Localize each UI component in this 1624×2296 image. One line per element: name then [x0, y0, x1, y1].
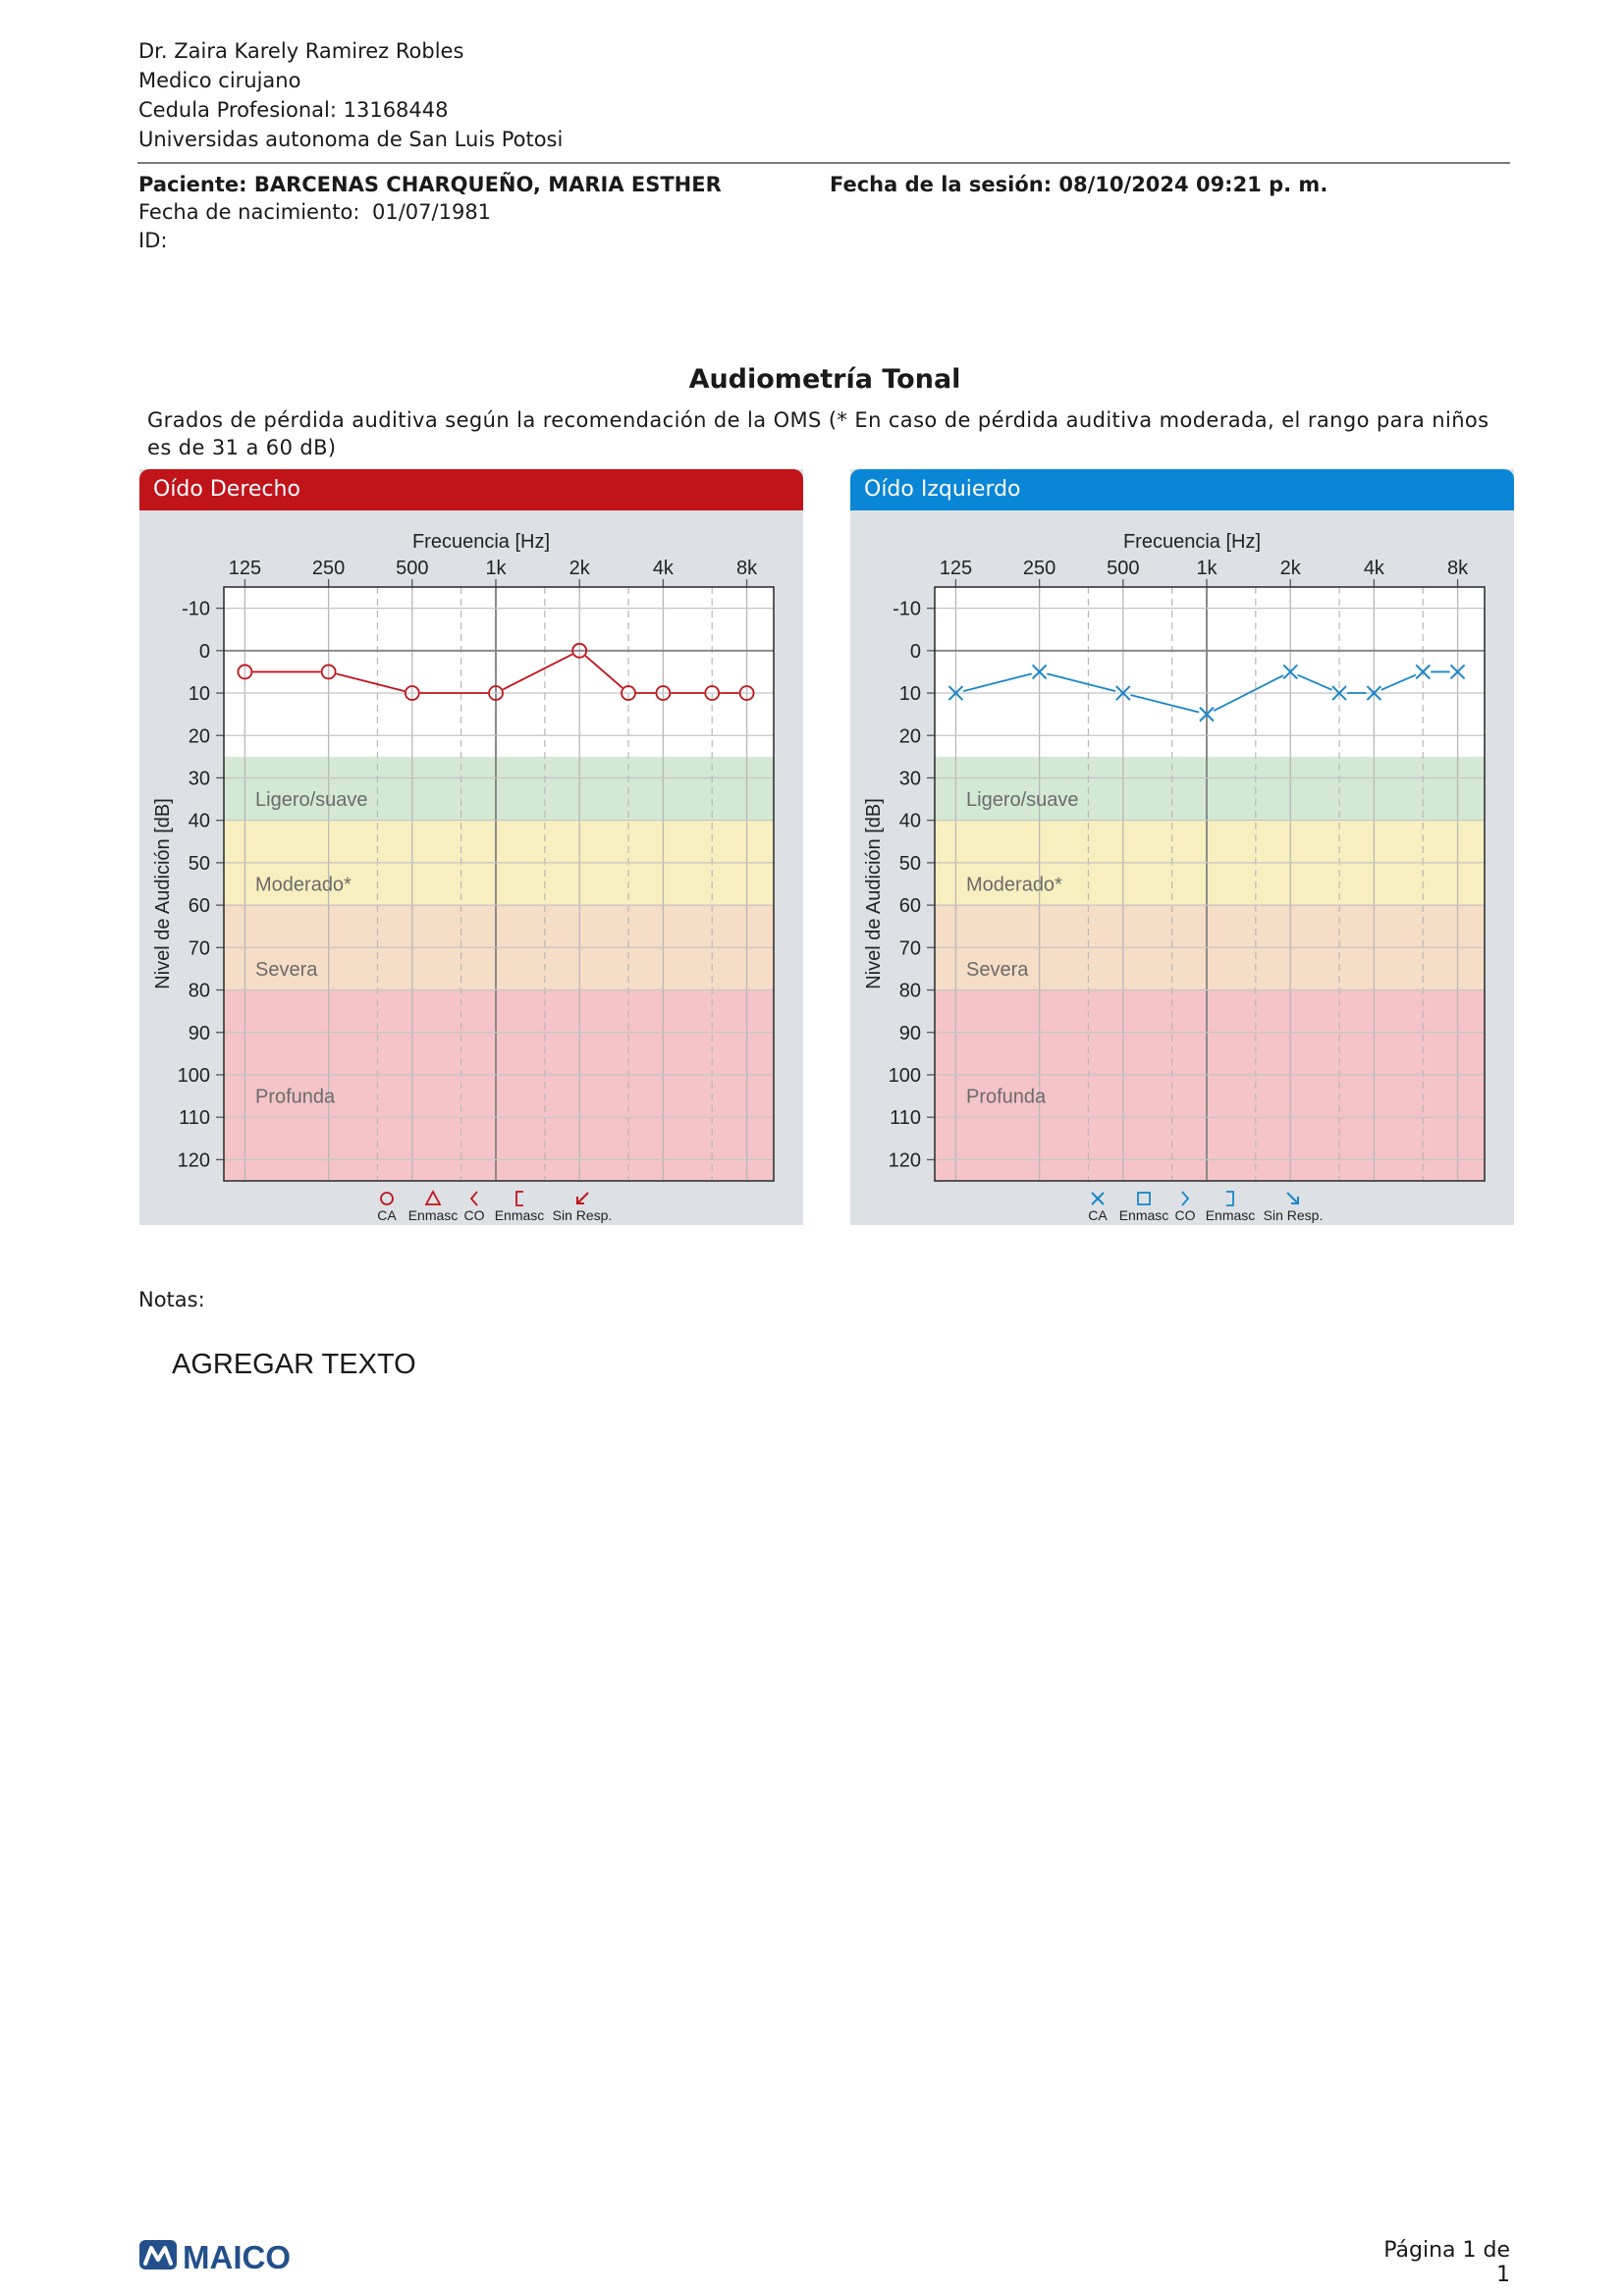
y-tick-label: 70 [898, 937, 921, 960]
y-tick-label: 30 [188, 768, 210, 790]
legend-label-3: Enmasc [1205, 1207, 1256, 1223]
dob-label: Fecha de nacimiento: [138, 200, 360, 224]
x-tick-label: 125 [939, 558, 973, 579]
y-tick-label: -10 [893, 598, 921, 620]
x-tick-label: 125 [228, 558, 262, 579]
dob-value: 01/07/1981 [372, 200, 492, 224]
doctor-title: Medico cirujano [138, 69, 301, 92]
x-tick-label: 8k [1447, 558, 1469, 579]
x-tick-label: 4k [1363, 558, 1384, 579]
legend-label-2: CO [1174, 1207, 1196, 1223]
y-tick-label: 40 [188, 810, 210, 832]
y-tick-label: 0 [909, 640, 921, 663]
x-tick-label: 1k [485, 558, 507, 579]
y-tick-label: 80 [898, 980, 921, 1002]
report-title: Audiometría Tonal [688, 364, 961, 395]
y-tick-label: 40 [898, 810, 921, 832]
y-tick-label: 90 [188, 1022, 210, 1044]
band-label-3: Profunda [255, 1086, 336, 1108]
band-label-2: Severa [255, 958, 318, 981]
legend-label-1: Enmasc [1118, 1207, 1169, 1223]
x-axis-title: Frecuencia [Hz] [411, 531, 551, 553]
legend-symbol-1 [1138, 1193, 1150, 1204]
y-axis-title: Nivel de Audición [dB] [152, 798, 174, 989]
legend-symbol-2 [1182, 1192, 1188, 1205]
y-tick-label: 90 [898, 1022, 921, 1044]
doctor-university: Universidas autonoma de San Luis Potosi [138, 128, 564, 151]
legend-symbol-4 [577, 1193, 588, 1203]
y-tick-label: 100 [888, 1064, 921, 1087]
y-tick-label: 60 [898, 895, 921, 918]
patient-id-label: ID: [138, 229, 168, 252]
x-tick-label: 8k [736, 558, 758, 579]
legend-symbol-1 [426, 1192, 440, 1204]
band-label-3: Profunda [966, 1086, 1047, 1108]
left-ear-panel [850, 469, 1514, 1225]
notes-label: Notas: [138, 1288, 205, 1311]
y-axis-title: Nivel de Audición [dB] [863, 798, 885, 989]
band-label-1: Moderado* [255, 874, 352, 896]
y-tick-label: 50 [898, 852, 921, 875]
band-label-0: Ligero/suave [255, 789, 368, 812]
x-tick-label: 2k [1279, 558, 1301, 579]
legend-label-1: Enmasc [407, 1207, 459, 1223]
band-label-2: Severa [966, 958, 1029, 981]
x-tick-label: 500 [396, 558, 429, 579]
y-tick-label: 100 [177, 1064, 210, 1087]
left-ear-header: Oído Izquierdo [850, 469, 1514, 510]
header-divider [137, 162, 1510, 164]
legend-label-3: Enmasc [494, 1207, 545, 1223]
maico-logo-icon [139, 2236, 336, 2275]
y-tick-label: 50 [188, 852, 210, 875]
session-date: Fecha de la sesión: 08/10/2024 09:21 p. m. [830, 173, 1328, 196]
legend-symbol-4 [1287, 1193, 1298, 1203]
x-axis-title: Frecuencia [Hz] [1122, 531, 1262, 553]
legend-symbol-3 [516, 1192, 523, 1205]
y-tick-label: 10 [188, 683, 210, 706]
legend-label-0: CA [377, 1207, 397, 1223]
y-tick-label: 110 [179, 1107, 210, 1130]
notes-text[interactable]: AGREGAR TEXTO [172, 1349, 416, 1380]
legend-symbol-3 [1226, 1192, 1233, 1205]
doctor-license: Cedula Profesional: 13168448 [138, 98, 449, 122]
maico-logo [139, 2236, 336, 2279]
patient-name: Paciente: BARCENAS CHARQUEÑO, MARIA ESTHER [138, 173, 722, 196]
legend-label-4: Sin Resp. [552, 1207, 613, 1223]
doctor-name: Dr. Zaira Karely Ramirez Robles [138, 39, 464, 63]
report-description: Grados de pérdida auditiva según la recomendación de la OMS (* En caso de pérdida auditiva moderada, el rango para niños es de 31 a 60 dB) [147, 408, 1489, 459]
legend-label-2: CO [463, 1207, 485, 1223]
y-tick-label: 120 [177, 1149, 210, 1172]
y-tick-label: 80 [188, 980, 210, 1002]
legend-label-0: CA [1088, 1207, 1108, 1223]
legend-symbol-0 [1092, 1193, 1104, 1204]
page-number: Página 1 de 1 [1383, 2238, 1510, 2287]
y-tick-label: 30 [898, 768, 921, 790]
y-tick-label: 0 [198, 640, 210, 663]
legend-symbol-0 [381, 1193, 393, 1204]
right-ear-audiogram [139, 469, 803, 1225]
x-tick-label: 1k [1196, 558, 1218, 579]
y-tick-label: 10 [898, 683, 921, 706]
y-tick-label: -10 [182, 598, 210, 620]
logo-text: MAICO [183, 2239, 291, 2275]
band-label-0: Ligero/suave [966, 789, 1079, 812]
right-ear-panel [139, 469, 803, 1225]
x-tick-label: 250 [311, 558, 346, 579]
x-tick-label: 2k [568, 558, 590, 579]
y-tick-label: 20 [188, 725, 210, 748]
y-tick-label: 60 [188, 895, 210, 918]
x-tick-label: 4k [652, 558, 674, 579]
right-ear-header: Oído Derecho [139, 469, 803, 510]
legend-symbol-2 [471, 1192, 477, 1205]
x-tick-label: 500 [1107, 558, 1140, 579]
band-label-1: Moderado* [966, 874, 1062, 896]
y-tick-label: 70 [188, 937, 210, 960]
y-tick-label: 120 [888, 1149, 921, 1172]
y-tick-label: 20 [898, 725, 921, 748]
left-ear-audiogram [850, 469, 1514, 1225]
y-tick-label: 110 [890, 1107, 921, 1130]
legend-label-4: Sin Resp. [1263, 1207, 1324, 1223]
x-tick-label: 250 [1022, 558, 1056, 579]
